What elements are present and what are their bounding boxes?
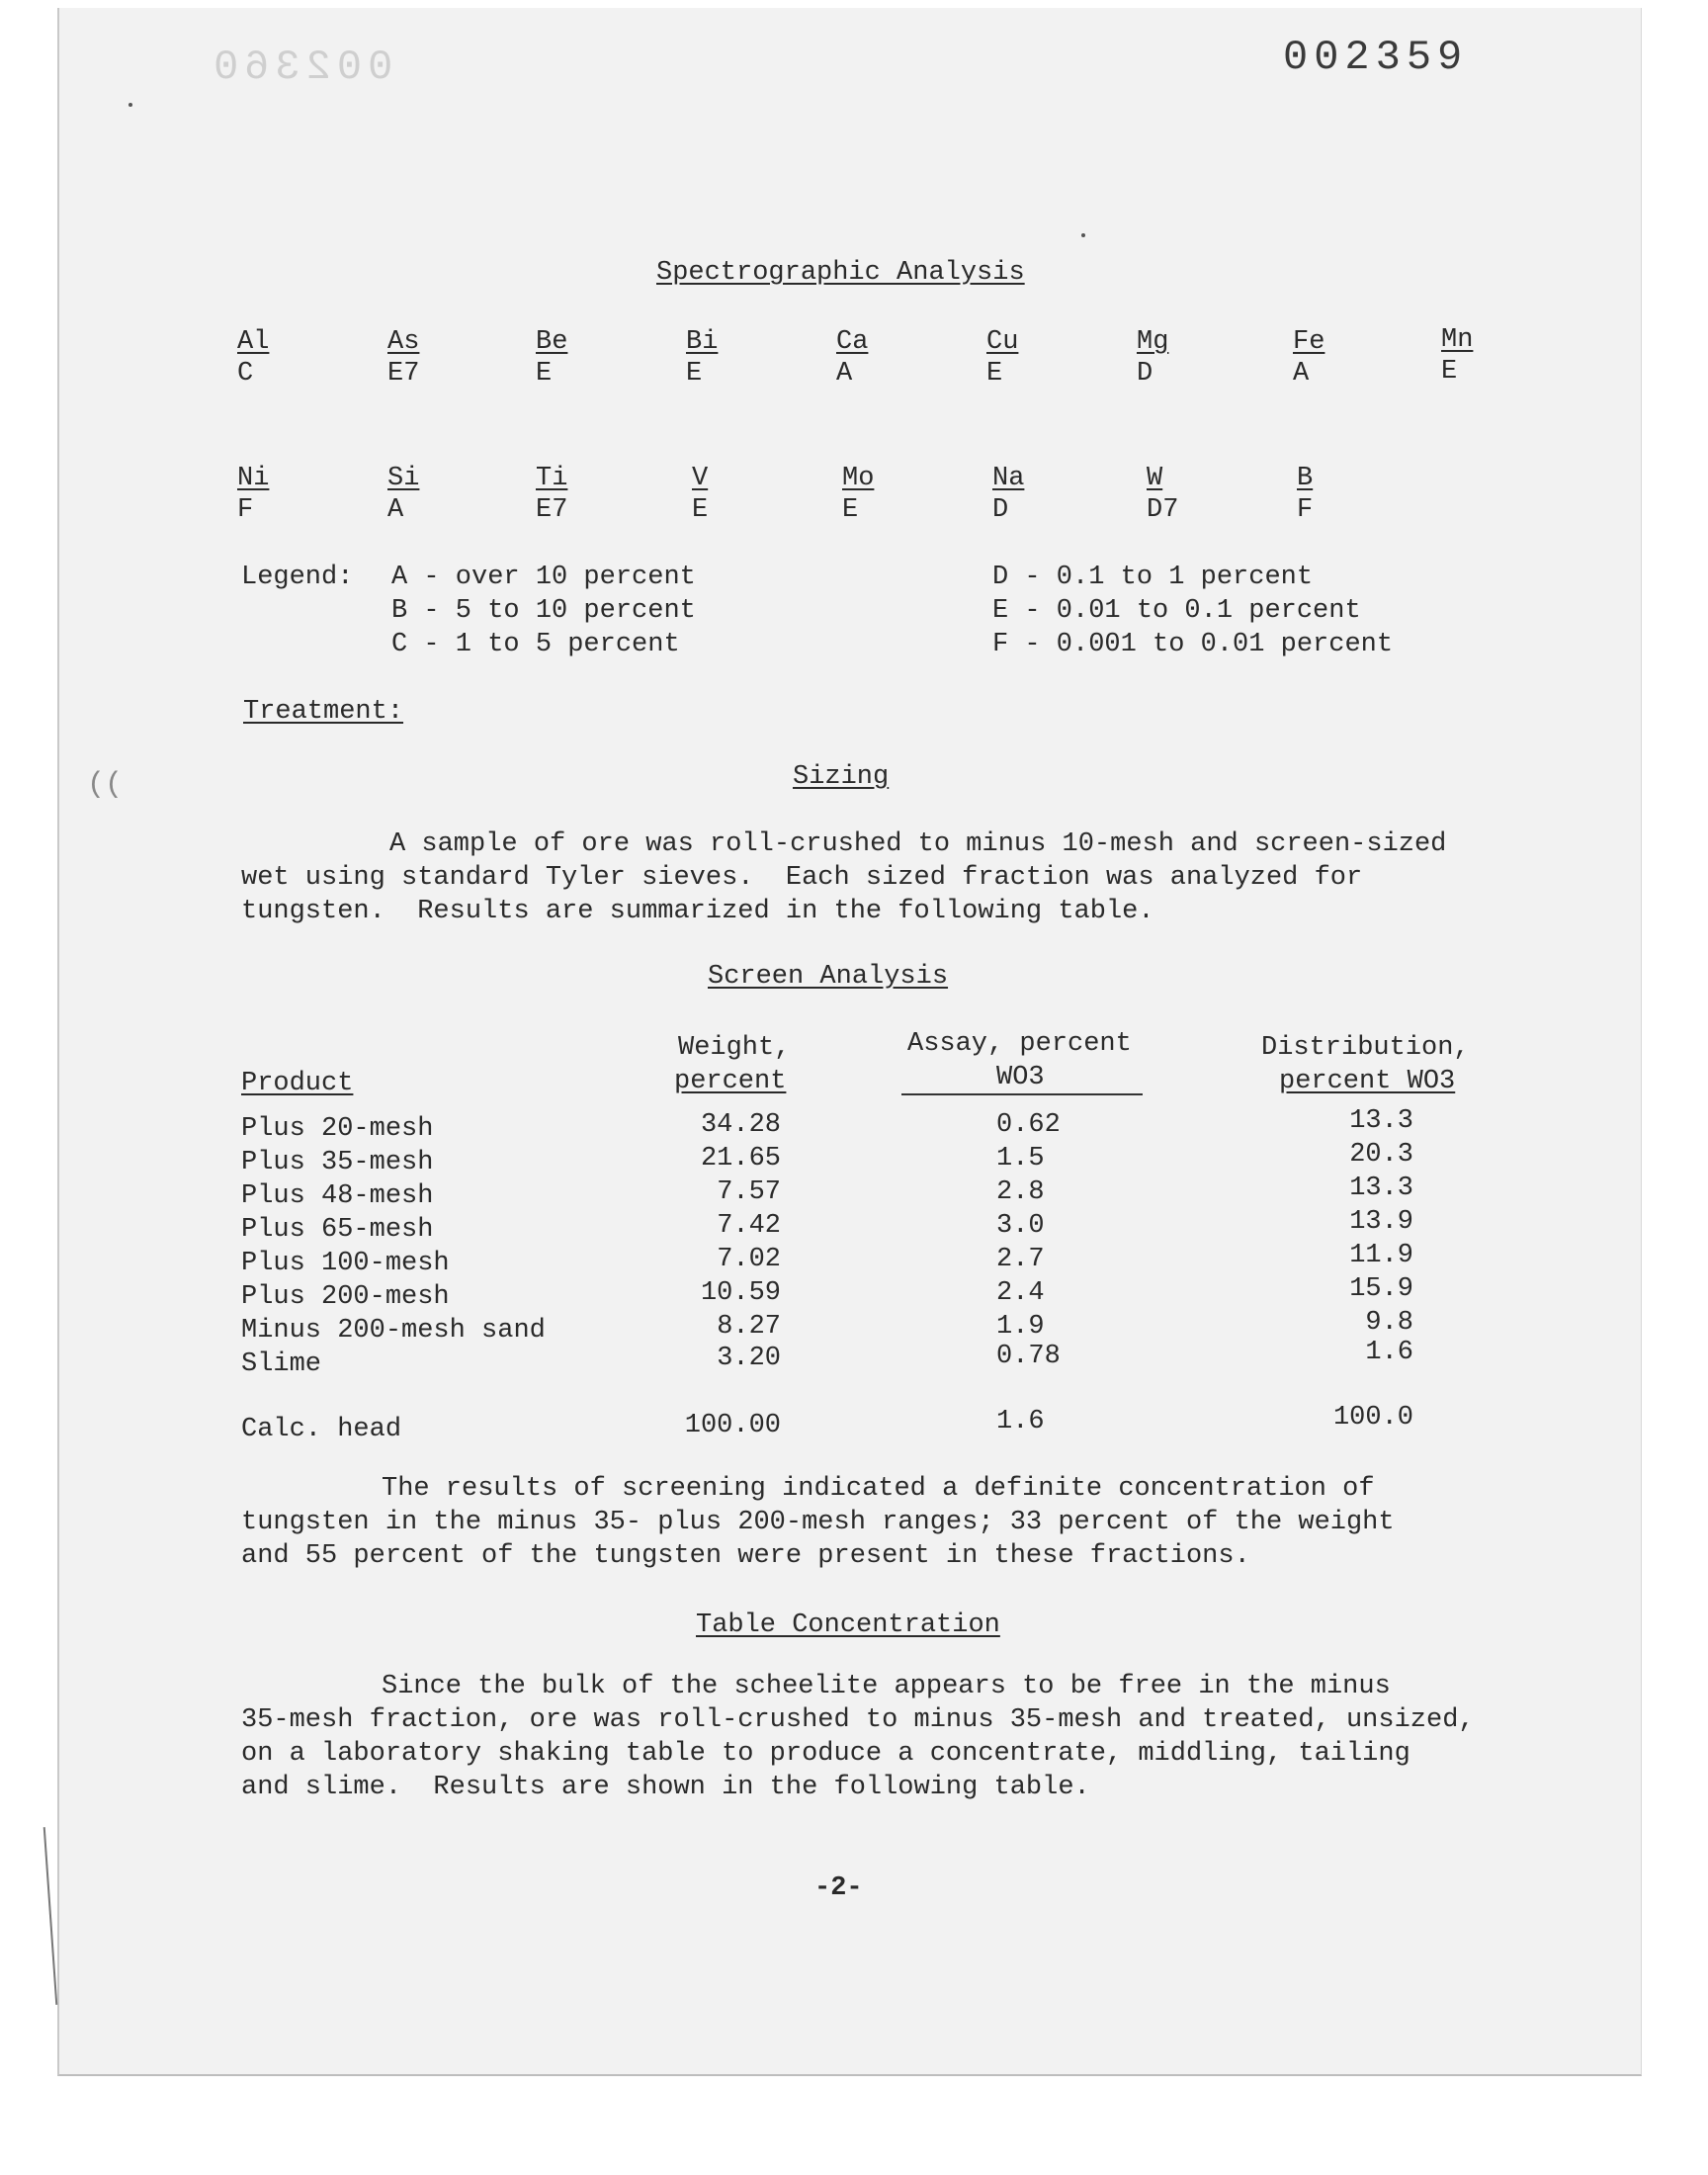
legend-item: A - over 10 percent — [391, 563, 696, 592]
concentration-paragraph-line: 35-mesh fraction, ore was roll-crushed to minus 35-mesh and treated, unsized, — [241, 1705, 1475, 1735]
legend-item: C - 1 to 5 percent — [391, 630, 680, 659]
cell-weight: 3.20 — [717, 1344, 781, 1373]
element-grade: A — [1293, 359, 1310, 389]
sizing-paragraph-line: A sample of ore was roll-crushed to minus 10-mesh and screen-sized — [389, 829, 1447, 859]
cell-assay: 0.62 — [996, 1110, 1061, 1140]
cell-weight: 7.02 — [717, 1245, 781, 1274]
margin-mark: (( — [87, 768, 124, 802]
element-symbol: B — [1297, 464, 1314, 493]
cell-product: Minus 200-mesh sand — [241, 1316, 546, 1346]
cell-assay: 2.4 — [996, 1278, 1045, 1308]
cell-product: Plus 35-mesh — [241, 1148, 434, 1177]
header-assay-unit: WO3 — [996, 1063, 1045, 1092]
cell-weight: 7.57 — [717, 1177, 781, 1207]
cell-assay: 0.78 — [996, 1342, 1061, 1371]
header-product: Product — [241, 1069, 354, 1098]
page-number: -2- — [814, 1873, 863, 1903]
element-grade: E — [686, 359, 703, 389]
element-symbol: Cu — [986, 327, 1019, 357]
element-symbol: W — [1147, 464, 1163, 493]
document-page — [57, 8, 1642, 2076]
cell-distribution: 11.9 — [1349, 1241, 1413, 1270]
cell-weight: 34.28 — [700, 1110, 781, 1140]
cell-distribution: 13.3 — [1349, 1106, 1413, 1136]
element-symbol: Mg — [1137, 327, 1169, 357]
cell-assay: 1.9 — [996, 1312, 1045, 1342]
element-symbol: V — [692, 464, 709, 493]
element-grade: E — [842, 495, 859, 525]
legend-item: F - 0.001 to 0.01 percent — [992, 630, 1394, 659]
element-grade: E — [692, 495, 709, 525]
element-grade: F — [1297, 495, 1314, 525]
bleed-through-serial: 002360 — [208, 44, 393, 91]
concentration-paragraph-line: Since the bulk of the scheelite appears to be free in the minus — [382, 1672, 1391, 1701]
concentration-paragraph-line: on a laboratory shaking table to produce a concentrate, middling, tailing — [241, 1739, 1410, 1769]
speck — [1081, 233, 1085, 237]
legend-item: E - 0.01 to 0.1 percent — [992, 596, 1361, 626]
element-grade: D7 — [1147, 495, 1179, 525]
spectrographic-title: Spectrographic Analysis — [656, 258, 1025, 288]
cell-distribution: 1.6 — [1365, 1338, 1413, 1367]
scan-artifact-line — [43, 1827, 58, 2005]
cell-assay: 2.8 — [996, 1177, 1045, 1207]
header-weight-unit: percent — [674, 1067, 787, 1096]
cell-product: Calc. head — [241, 1415, 402, 1444]
element-symbol: As — [387, 327, 420, 357]
cell-product: Slime — [241, 1349, 322, 1379]
element-symbol: Al — [237, 327, 270, 357]
concentration-paragraph-line: and slime. Results are shown in the following table. — [241, 1773, 1090, 1802]
element-symbol: Mn — [1441, 325, 1474, 355]
cell-product: Plus 200-mesh — [241, 1282, 450, 1312]
element-grade: E — [536, 359, 553, 389]
table-concentration-title: Table Concentration — [696, 1610, 1000, 1640]
legend-item: D - 0.1 to 1 percent — [992, 563, 1314, 592]
element-symbol: Ni — [237, 464, 270, 493]
header-distribution-unit: percent WO3 — [1279, 1067, 1456, 1096]
element-grade: C — [237, 359, 254, 389]
results-paragraph-line: tungsten in the minus 35- plus 200-mesh ranges; 33 percent of the weight — [241, 1508, 1395, 1537]
element-symbol: Mo — [842, 464, 875, 493]
element-grade: F — [237, 495, 254, 525]
cell-product: Plus 65-mesh — [241, 1215, 434, 1245]
cell-weight: 10.59 — [700, 1278, 781, 1308]
header-assay: Assay, percent — [907, 1029, 1132, 1059]
element-symbol: Si — [387, 464, 420, 493]
element-grade: A — [387, 495, 404, 525]
element-symbol: Ti — [536, 464, 568, 493]
cell-assay: 3.0 — [996, 1211, 1045, 1241]
cell-distribution: 100.0 — [1332, 1403, 1413, 1433]
header-weight: Weight, — [678, 1033, 791, 1063]
element-grade: E7 — [536, 495, 568, 525]
cell-distribution: 13.3 — [1349, 1174, 1413, 1203]
speck — [128, 103, 132, 107]
cell-assay: 1.6 — [996, 1407, 1045, 1436]
legend-label: Legend: — [241, 563, 354, 592]
cell-distribution: 15.9 — [1349, 1274, 1413, 1304]
screen-analysis-title: Screen Analysis — [708, 962, 949, 992]
element-symbol: Be — [536, 327, 568, 357]
cell-weight: 8.27 — [717, 1312, 781, 1342]
sizing-title: Sizing — [793, 762, 890, 792]
element-symbol: Fe — [1293, 327, 1325, 357]
element-grade: E — [986, 359, 1003, 389]
cell-product: Plus 100-mesh — [241, 1249, 450, 1278]
document-number: 002359 — [1283, 34, 1469, 81]
cell-product: Plus 48-mesh — [241, 1181, 434, 1211]
results-paragraph-line: and 55 percent of the tungsten were present in these fractions. — [241, 1541, 1250, 1571]
cell-weight: 21.65 — [700, 1144, 781, 1174]
sizing-paragraph-line: wet using standard Tyler sieves. Each sized fraction was analyzed for — [241, 863, 1363, 893]
element-grade: D — [992, 495, 1009, 525]
treatment-heading: Treatment: — [243, 697, 404, 727]
cell-assay: 2.7 — [996, 1245, 1045, 1274]
cell-assay: 1.5 — [996, 1144, 1045, 1174]
element-grade: D — [1137, 359, 1153, 389]
cell-distribution: 9.8 — [1365, 1308, 1413, 1338]
element-grade: E7 — [387, 359, 420, 389]
cell-weight: 100.00 — [684, 1411, 781, 1440]
cell-product: Plus 20-mesh — [241, 1114, 434, 1144]
element-symbol: Na — [992, 464, 1025, 493]
element-grade: A — [836, 359, 853, 389]
legend-item: B - 5 to 10 percent — [391, 596, 696, 626]
element-symbol: Bi — [686, 327, 719, 357]
assay-header-rule — [901, 1093, 1143, 1095]
results-paragraph-line: The results of screening indicated a definite concentration of — [382, 1474, 1375, 1504]
cell-weight: 7.42 — [717, 1211, 781, 1241]
element-symbol: Ca — [836, 327, 869, 357]
header-distribution: Distribution, — [1261, 1033, 1470, 1063]
element-grade: E — [1441, 357, 1458, 387]
sizing-paragraph-line: tungsten. Results are summarized in the following table. — [241, 897, 1154, 926]
cell-distribution: 20.3 — [1349, 1140, 1413, 1170]
cell-distribution: 13.9 — [1349, 1207, 1413, 1237]
